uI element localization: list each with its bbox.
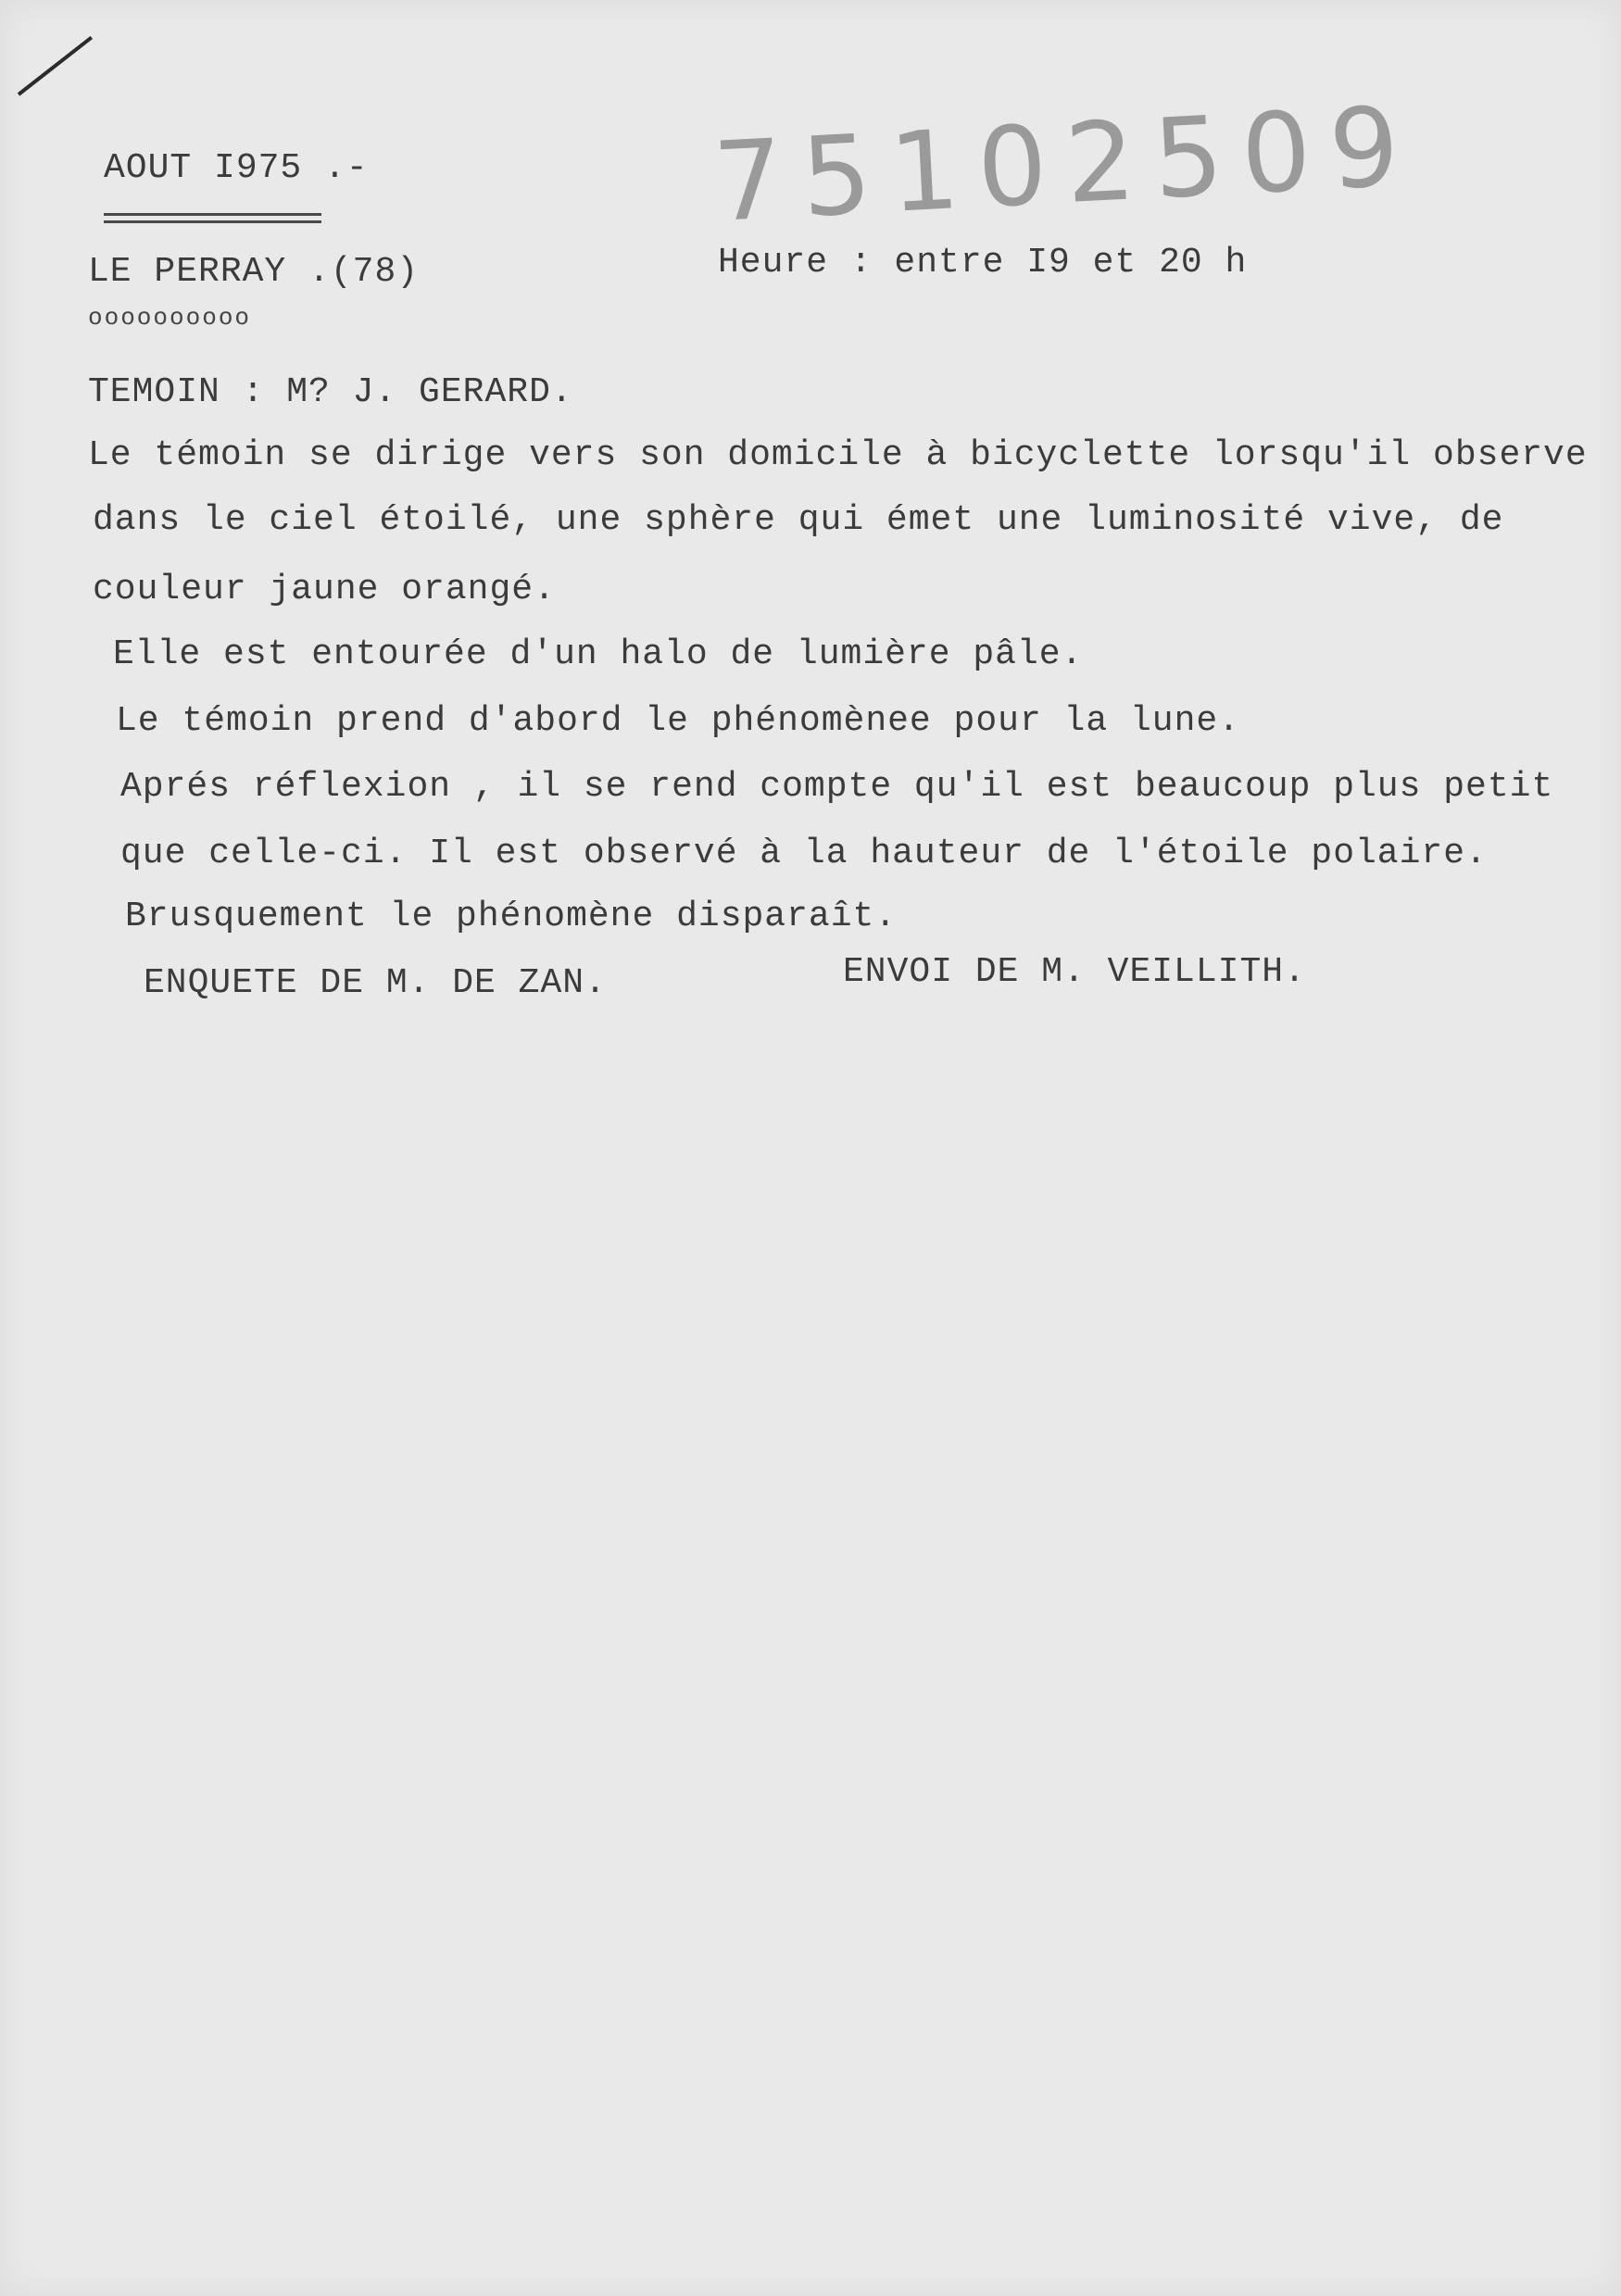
body-line-6: Aprés réflexion , il se rend compte qu'il est beaucoup plus petit <box>120 767 1554 807</box>
date-underline <box>104 213 321 216</box>
inquiry-credit: ENQUETE DE M. DE ZAN. <box>144 963 607 1003</box>
body-line-1: Le témoin se dirige vers son domicile à bicyclette lorsqu'il observe <box>88 435 1588 475</box>
document-date: AOUT I975 .- <box>104 148 369 188</box>
reference-number: 75102509 <box>710 82 1421 246</box>
body-line-3: couleur jaune orangé. <box>93 570 556 609</box>
observation-time: Heure : entre I9 et 20 h <box>718 243 1248 282</box>
body-line-4: Elle est entourée d'un halo de lumière pâle. <box>113 634 1084 674</box>
place-name: LE PERRAY .(78) <box>88 252 420 292</box>
pen-mark <box>18 36 93 96</box>
witness-line: TEMOIN : M? J. GERARD. <box>88 372 573 412</box>
date-underline-2 <box>104 220 321 223</box>
body-line-8: Brusquement le phénomène disparaît. <box>125 897 898 936</box>
body-line-7: que celle-ci. Il est observé à la hauteur de l'étoile polaire. <box>120 834 1488 873</box>
sender-credit: ENVOI DE M. VEILLITH. <box>843 952 1306 992</box>
body-line-5: Le témoin prend d'abord le phénomènee pour la lune. <box>116 701 1240 741</box>
body-line-2: dans le ciel étoilé, une sphère qui émet une luminosité vive, de <box>93 500 1504 540</box>
place-underline: oooooooooo <box>88 304 252 332</box>
